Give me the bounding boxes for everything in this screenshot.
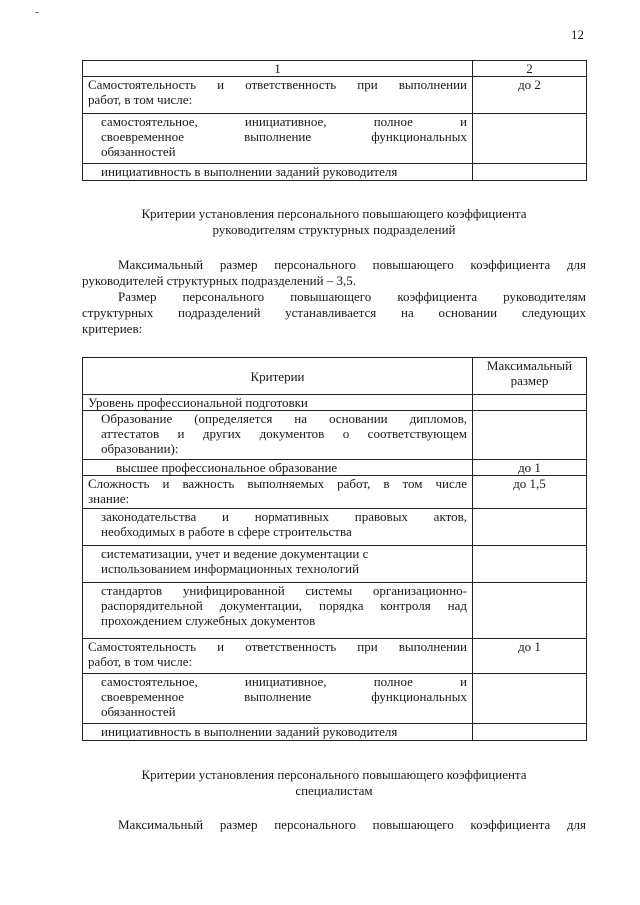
criterion-text: работ, в том числе: [88, 92, 193, 107]
max-value-cell: до 1,5 [473, 476, 587, 509]
scan-mark [35, 12, 39, 13]
paragraph [82, 257, 586, 337]
table-continuation [82, 60, 587, 181]
heading-line: Критерии установления персонального повышающего коэффициента [141, 206, 527, 221]
criterion-text: Сложность и важность выполняемых работ, в том числе [88, 476, 467, 491]
max-value-cell [473, 114, 587, 164]
criterion-text: самостоятельное, инициативное, полное и [101, 674, 467, 689]
criterion-text: самостоятельное, инициативное, полное и [101, 114, 467, 129]
table-row [83, 164, 587, 181]
criterion-text: работ, в том числе: [88, 654, 193, 669]
heading-line: специалистам [295, 783, 373, 798]
table-row [83, 724, 587, 741]
criterion-cell [83, 674, 473, 724]
header-max-line: Максимальный [486, 358, 573, 373]
heading-line: руководителям структурных подразделений [212, 222, 456, 237]
section-heading [82, 206, 586, 238]
criterion-text: обязанностей [101, 144, 176, 159]
criterion-cell: инициативность в выполнении заданий руководителя [83, 724, 473, 741]
criterion-text: прохождением служебных документов [101, 613, 316, 628]
column-number: 2 [473, 61, 587, 77]
max-value-cell [473, 724, 587, 741]
table-row [83, 77, 587, 114]
header-max [473, 358, 587, 395]
paragraph [82, 817, 586, 833]
criteria-table [82, 357, 587, 741]
criterion-cell [83, 509, 473, 546]
criterion-text: необходимых в работе в сфере строительства [101, 524, 352, 539]
table-row [83, 639, 587, 674]
criterion-cell: инициативность в выполнении заданий руководителя [83, 164, 473, 181]
column-number: 1 [83, 61, 473, 77]
criterion-cell [83, 583, 473, 639]
criterion-text: законодательства и нормативных правовых актов, [101, 509, 467, 524]
max-value-cell [473, 411, 587, 460]
criterion-text: Самостоятельность и ответственность при выполнении [88, 639, 467, 654]
criterion-text: Образование (определяется на основании дипломов, [101, 411, 467, 426]
criterion-text: использованием информационных технологий [101, 561, 360, 576]
paragraph-line: критериев: [82, 321, 143, 336]
max-value-cell [473, 395, 587, 411]
section-heading [82, 767, 586, 799]
table-row [83, 546, 587, 583]
criterion-text: образовании): [101, 441, 179, 456]
table-row [83, 411, 587, 460]
page-number: 12 [571, 27, 584, 42]
criterion-cell [83, 639, 473, 674]
max-value-cell: до 1 [473, 460, 587, 476]
criterion-text: Самостоятельность и ответственность при выполнении [88, 77, 467, 92]
criterion-text: своевременное выполнение функциональных [101, 689, 467, 704]
criterion-text: стандартов унифицированной системы организационно- [101, 583, 467, 598]
table-row [83, 509, 587, 546]
table-row [83, 114, 587, 164]
max-value-cell: до 1 [473, 639, 587, 674]
paragraph-line: Размер персонального повышающего коэффициента руководителям [118, 289, 586, 304]
max-value-cell [473, 674, 587, 724]
paragraph-line: Максимальный размер персонального повышающего коэффициента для [118, 257, 586, 272]
criterion-cell [83, 476, 473, 509]
criterion-cell [83, 546, 473, 583]
table-header-row [83, 358, 587, 395]
criterion-text: своевременное выполнение функциональных [101, 129, 467, 144]
header-max-line: размер [510, 373, 549, 388]
criterion-text: обязанностей [101, 704, 176, 719]
criterion-text: систематизации, учет и ведение документации с [101, 546, 369, 561]
paragraph-line: Максимальный размер персонального повышающего коэффициента для [118, 817, 586, 832]
max-value-cell [473, 509, 587, 546]
max-value-cell [473, 164, 587, 181]
table-row [83, 61, 587, 77]
max-value-cell [473, 583, 587, 639]
criterion-cell [83, 411, 473, 460]
header-criteria: Критерии [83, 358, 473, 395]
table-row [83, 583, 587, 639]
table-row [83, 476, 587, 509]
heading-line: Критерии установления персонального повышающего коэффициента [141, 767, 527, 782]
criterion-text: распорядительной документации, порядка контроля над [101, 598, 467, 613]
table-row [83, 395, 587, 411]
criterion-cell [83, 77, 473, 114]
paragraph-line: руководителей структурных подразделений – 3,5. [82, 273, 357, 288]
criterion-text: знание: [88, 491, 130, 506]
table-row [83, 460, 587, 476]
table-row [83, 674, 587, 724]
paragraph-line: структурных подразделений устанавливается на основании следующих [82, 305, 586, 320]
criterion-cell [83, 114, 473, 164]
max-value-cell: до 2 [473, 77, 587, 114]
criterion-text: аттестатов и других документов о соответствующем [101, 426, 467, 441]
criterion-cell: высшее профессиональное образование [83, 460, 473, 476]
max-value-cell [473, 546, 587, 583]
criterion-cell: Уровень профессиональной подготовки [83, 395, 473, 411]
